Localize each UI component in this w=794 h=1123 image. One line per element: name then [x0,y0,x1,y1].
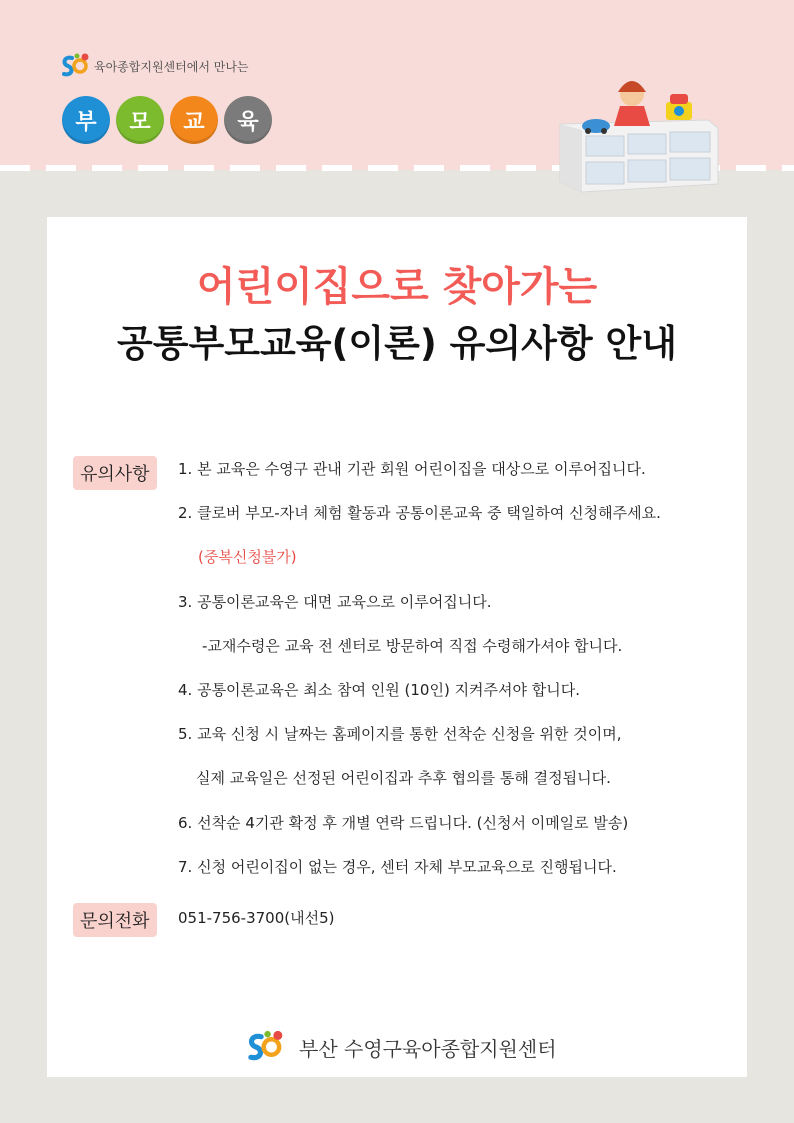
contact-label-tag: 문의전화 [73,903,157,937]
contact-phone: 051-756-3700(내선5) [178,909,335,927]
badge-bu: 부 [62,96,110,144]
badge-mo: 모 [116,96,164,144]
badge-yuk: 육 [224,96,272,144]
footer-org [239,1029,557,1065]
center-logo-icon [239,1029,291,1065]
notice-list [178,447,743,889]
toy-shelf-illustration [548,64,724,194]
center-logo-icon [60,52,90,80]
badge-gyo: 교 [170,96,218,144]
notice-item-3: 3. 공통이론교육은 대면 교육으로 이루어집니다. [178,592,492,611]
notice-item-2-note: (중복신청불가) [198,548,297,567]
title-line-1: 어린이집으로 찾아가는 [196,264,598,310]
notice-item-2: 2. 클로버 부모-자녀 체험 활동과 공통이론교육 중 택일하여 신청해주세요. [178,504,661,523]
notice-item-6: 6. 선착순 4기관 확정 후 개별 연락 드립니다. (신청서 이메일로 발송) [178,813,629,832]
notice-item-3-detail: -교재수령은 교육 전 센터로 방문하여 직접 수령해가셔야 합니다. [202,636,623,655]
notice-item-1: 1. 본 교육은 수영구 관내 기관 회원 어린이집을 대상으로 이루어집니다. [178,460,646,478]
notice-card [47,217,747,1077]
header-subtitle: 육아종합지원센터에서 만나는 [94,59,249,74]
notice-label-tag: 유의사항 [73,456,157,490]
header-subtitle-row [60,52,249,80]
notice-item-5: 5. 교육 신청 시 날짜는 홈페이지를 통한 선착순 신청을 위한 것이며, [178,725,622,744]
parent-education-badges [62,96,272,144]
notice-item-5-continued: 실제 교육일은 선정된 어린이집과 추후 협의를 통해 결정됩니다. [196,769,611,788]
title-line-2: 공통부모교육(이론) 유의사항 안내 [117,322,677,365]
footer-org-name: 부산 수영구육아종합지원센터 [299,1036,557,1061]
notice-item-4: 4. 공통이론교육은 최소 참여 인원 (10인) 지켜주셔야 합니다. [178,680,581,699]
notice-item-7: 7. 신청 어린이집이 없는 경우, 센터 자체 부모교육으로 진행됩니다. [178,857,617,876]
